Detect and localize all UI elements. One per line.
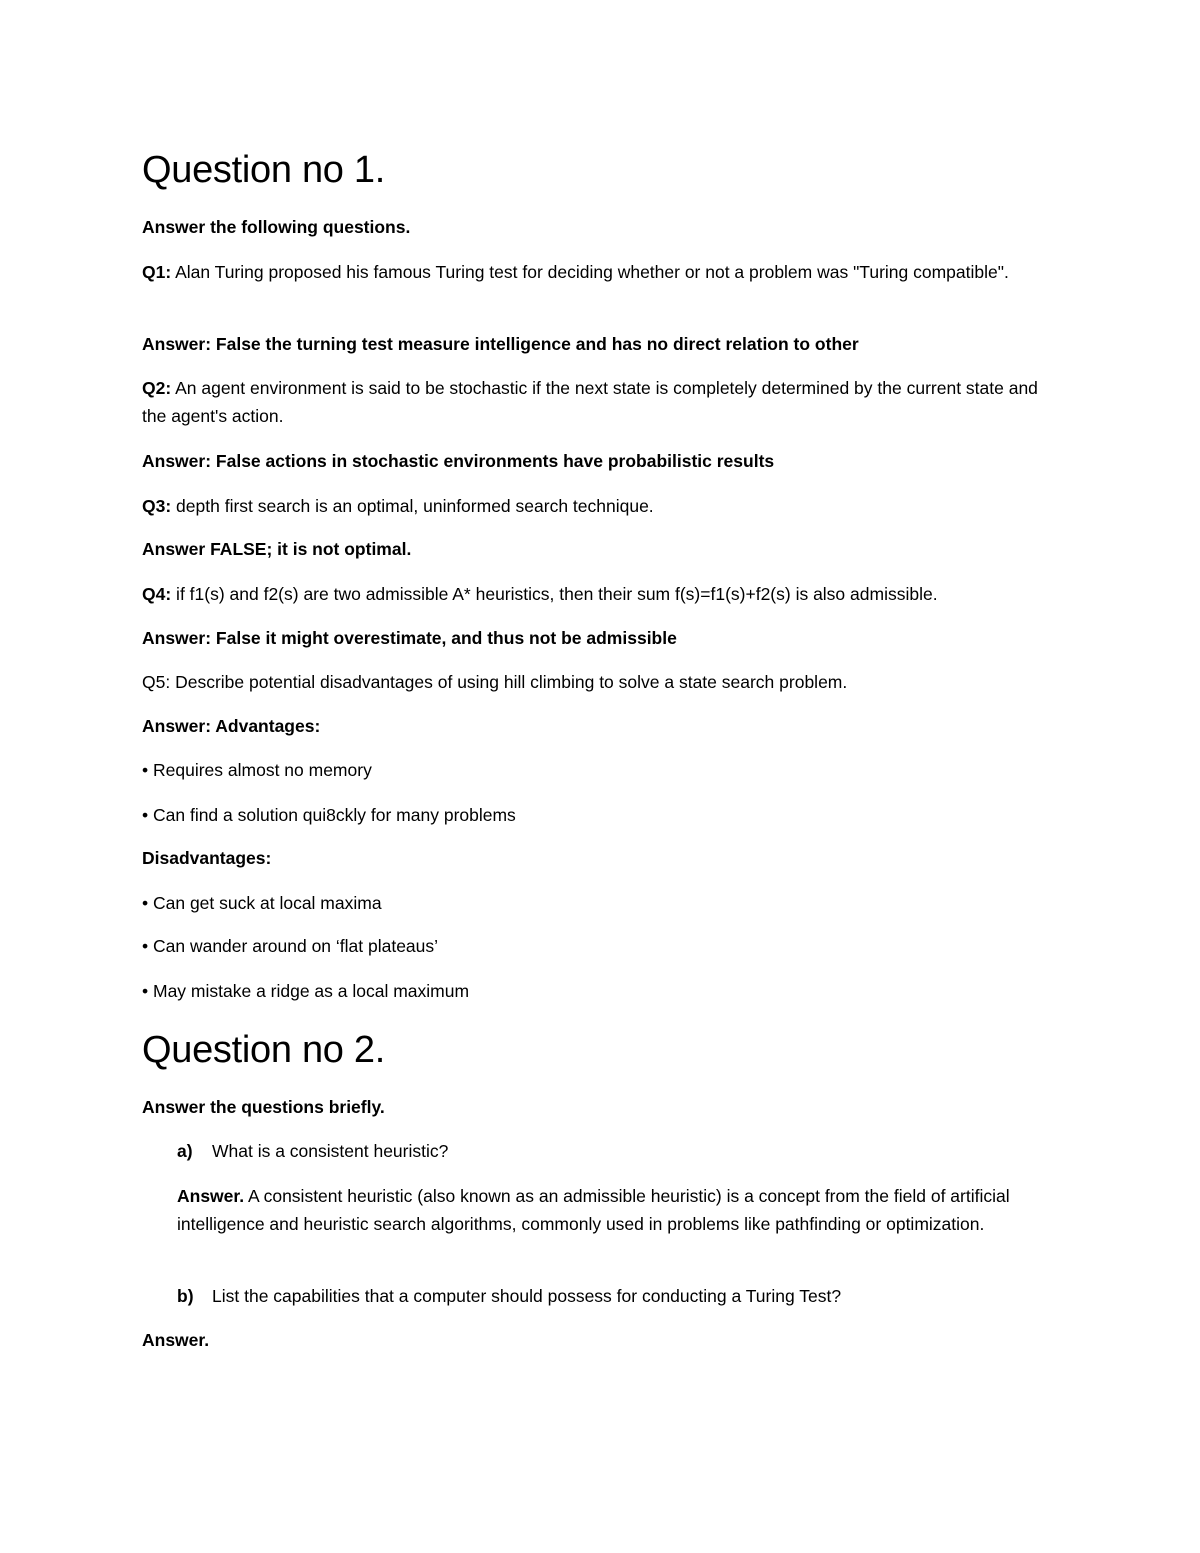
q4-label: Q4: [142, 584, 172, 604]
q2-question [142, 374, 1062, 430]
advantage-item: • Can find a solution qui8ckly for many problems [142, 805, 516, 825]
sub-question-a-text: What is a consistent heuristic? [212, 1141, 449, 1161]
q1-text: Alan Turing proposed his famous Turing test for deciding whether or not a problem was "Turing compatible". [171, 262, 1009, 282]
q1-question [142, 258, 1062, 286]
q2-label: Q2: [142, 378, 172, 398]
sub-question-a [177, 1137, 1097, 1165]
q2-answer: Answer: False actions in stochastic environments have probabilistic results [142, 451, 775, 471]
sub-question-a-answer [177, 1182, 1067, 1238]
q1-label: Q1: [142, 262, 172, 282]
q4-text: if f1(s) and f2(s) are two admissible A* heuristics, then their sum f(s)=f1(s)+f2(s) is also admissible. [171, 584, 938, 604]
advantage-item: • Requires almost no memory [142, 760, 372, 780]
question-2-heading: Question no 2. [142, 1029, 385, 1071]
sub-question-b-marker: b) [177, 1286, 194, 1306]
q3-answer: Answer FALSE; it is not optimal. [142, 539, 412, 559]
disadvantage-item: • Can get suck at local maxima [142, 893, 382, 913]
question-2-answer-label: Answer. [142, 1330, 210, 1350]
disadvantage-item: • May mistake a ridge as a local maximum [142, 981, 470, 1001]
q5-question: Q5: Describe potential disadvantages of using hill climbing to solve a state search problem. [142, 672, 848, 692]
sub-question-a-marker: a) [177, 1141, 193, 1161]
question-2-instruction: Answer the questions briefly. [142, 1097, 385, 1117]
q4-question [142, 580, 1062, 608]
q2-text: An agent environment is said to be stochastic if the next state is completely determined by the current state and the agent's action. [142, 378, 1038, 426]
q4-answer: Answer: False it might overestimate, and thus not be admissible [142, 628, 677, 648]
sub-question-b [177, 1282, 1097, 1310]
q3-question [142, 492, 1062, 520]
q1-answer: Answer: False the turning test measure intelligence and has no direct relation to other [142, 334, 859, 354]
sub-question-a-answer-label: Answer. [177, 1186, 245, 1206]
q3-label: Q3: [142, 496, 172, 516]
sub-question-b-text: List the capabilities that a computer should possess for conducting a Turing Test? [212, 1286, 842, 1306]
disadvantage-item: • Can wander around on ‘flat plateaus’ [142, 936, 439, 956]
q5-answer-heading: Answer: Advantages: [142, 716, 321, 736]
q3-text: depth first search is an optimal, uninformed search technique. [171, 496, 654, 516]
sub-question-a-answer-text: A consistent heuristic (also known as an admissible heuristic) is a concept from the field of artificial intelligence and heuristic search algorithms, commonly used in problems like pathfinding or optimization. [177, 1186, 1010, 1234]
question-1-instruction: Answer the following questions. [142, 217, 411, 237]
disadvantages-heading: Disadvantages: [142, 848, 272, 868]
question-1-heading: Question no 1. [142, 149, 385, 191]
